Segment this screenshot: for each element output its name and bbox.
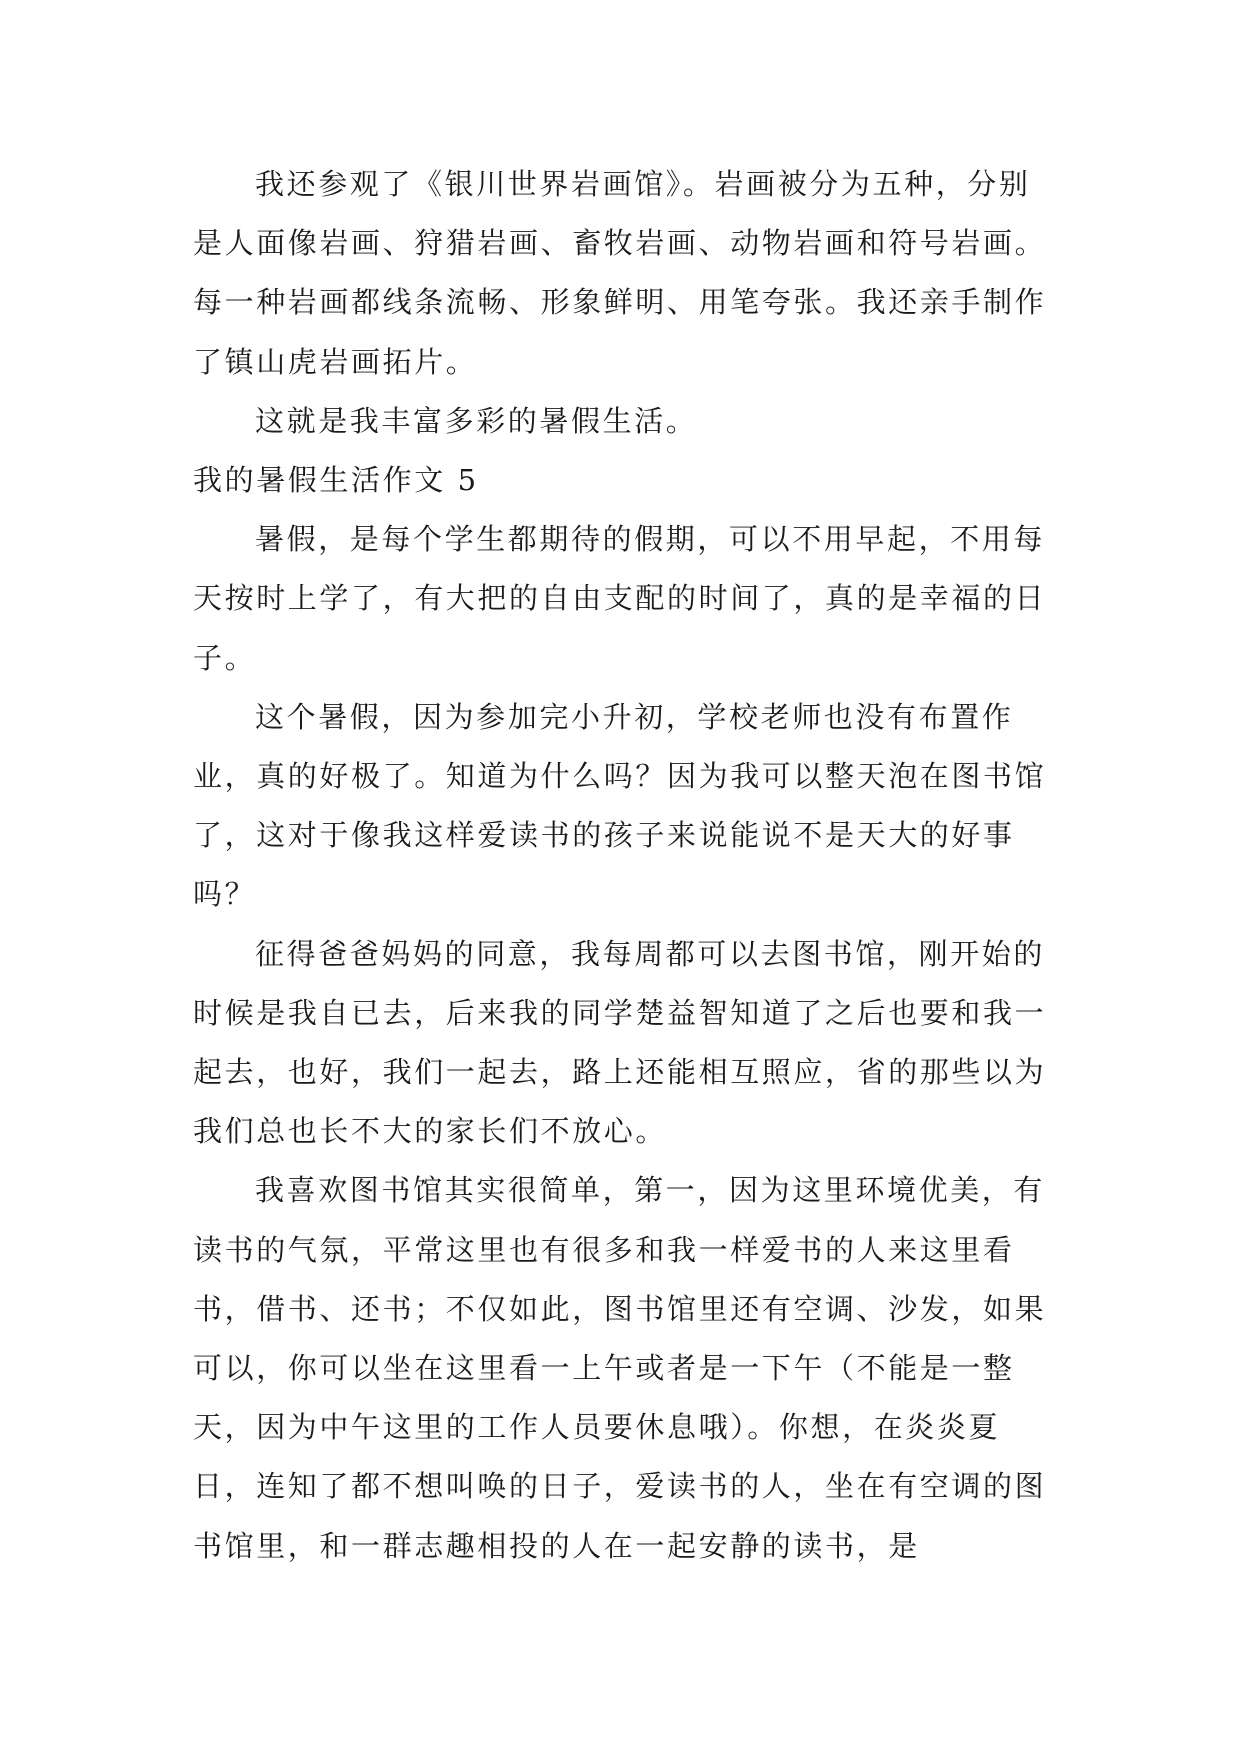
paragraph-rock-painting-museum: 我还参观了《银川世界岩画馆》。岩画被分为五种，分别是人面像岩画、狩猎岩画、畜牧岩画、动物岩画和符号岩画。每一种岩画都线条流畅、形象鲜明、用笔夸张。我还亲手制作了镇山虎岩画拓片。 (193, 167, 1047, 379)
paragraph-why-library: 我喜欢图书馆其实很简单，第一，因为这里环境优美，有读书的气氛，平常这里也有很多和我一样爱书的人来这里看书，借书、还书；不仅如此，图书馆里还有空调、沙发，如果可以，你可以坐在这里看一上午或者是一下午（不能是一整天，因为中午这里的工作人员要休息哦）。你想，在炎炎夏日，连知了都不想叫唤的日子，爱读书的人，坐在有空调的图书馆里，和一群志趣相投的人在一起安静的读书，是 (193, 1173, 1047, 1563)
paragraph-library-visits: 征得爸爸妈妈的同意，我每周都可以去图书馆，刚开始的时候是我自已去，后来我的同学楚益智知道了之后也要和我一起去，也好，我们一起去，路上还能相互照应，省的那些以为我们总也长不大的家长们不放心。 (193, 936, 1047, 1149)
document-body (193, 155, 1053, 1576)
paragraph-intro: 暑假，是每个学生都期待的假期，可以不用早起，不用每天按时上学了，有大把的自由支配的时间了，真的是幸福的日子。 (193, 522, 1047, 675)
section-title: 我的暑假生活作文 5 (193, 463, 479, 498)
paragraph-no-homework: 这个暑假，因为参加完小升初，学校老师也没有布置作业，真的好极了。知道为什么吗？因为我可以整天泡在图书馆了，这对于像我这样爱读书的孩子来说能说不是天大的好事吗？ (193, 699, 1047, 912)
paragraph-summer-summary: 这就是我丰富多彩的暑假生活。 (255, 403, 698, 438)
